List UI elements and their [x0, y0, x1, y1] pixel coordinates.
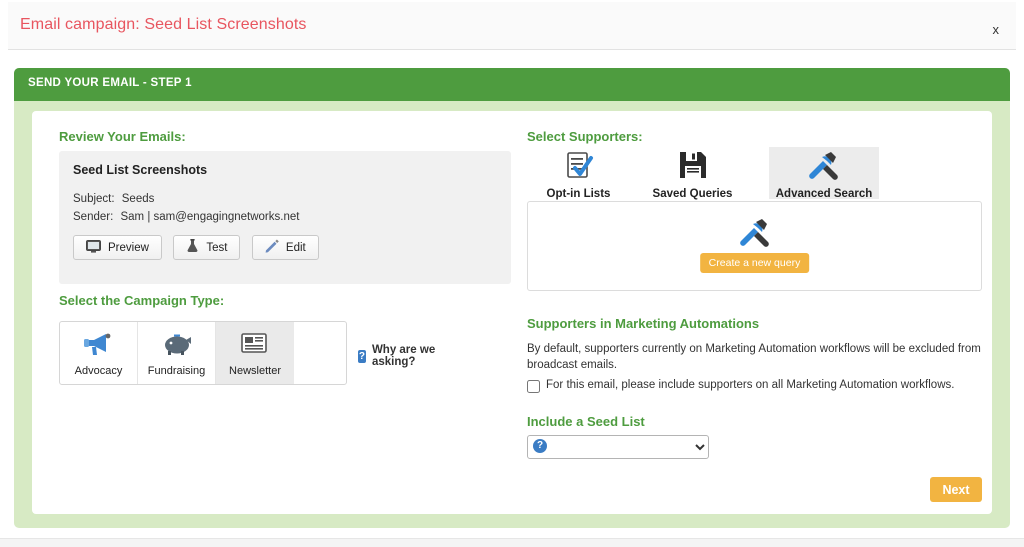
supporter-tabs — [527, 147, 982, 199]
campaign-type-group — [59, 334, 439, 392]
campaign-type-newsletter[interactable] — [216, 322, 294, 384]
email-sender-row — [73, 211, 299, 223]
help-icon: ? — [533, 439, 547, 453]
help-icon: ? — [358, 350, 366, 362]
campaign-type-heading: Select the Campaign Type: — [59, 293, 225, 308]
campaign-type-tiles — [59, 321, 347, 385]
email-name: Seed List Screenshots — [73, 163, 208, 177]
select-supporters-heading: Select Supporters: — [527, 129, 643, 144]
email-summary-card — [59, 151, 511, 284]
edit-button[interactable] — [252, 235, 319, 260]
why-are-we-asking-link[interactable] — [358, 344, 439, 368]
page-title: Email campaign: Seed List Screenshots — [20, 16, 307, 33]
include-automations-label: For this email, please include supporters on all Marketing Automation workflows. — [546, 379, 955, 391]
email-actions — [73, 235, 326, 260]
campaign-type-advocacy[interactable] — [60, 322, 138, 384]
save-disk-icon — [677, 149, 709, 186]
step-content — [32, 111, 992, 514]
campaign-type-fundraising-label: Fundraising — [147, 365, 206, 377]
preview-button-label: Preview — [108, 241, 149, 254]
edit-button-label: Edit — [285, 241, 306, 254]
tab-advanced-search[interactable] — [769, 147, 879, 199]
newspaper-icon — [238, 328, 272, 363]
include-automations-checkbox[interactable] — [527, 380, 540, 393]
email-sender-label: Sender: — [73, 211, 114, 223]
review-emails-heading: Review Your Emails: — [59, 129, 186, 144]
tools-icon — [737, 216, 773, 253]
tab-advanced-search-label: Advanced Search — [775, 188, 873, 200]
tab-opt-in-lists[interactable] — [527, 147, 630, 199]
modal-header — [8, 2, 1016, 50]
email-subject-row — [73, 193, 154, 205]
query-panel — [527, 201, 982, 291]
email-subject-value: Seeds — [121, 193, 155, 205]
step-header — [14, 68, 1010, 101]
preview-button[interactable] — [73, 235, 162, 260]
test-button[interactable] — [173, 235, 240, 260]
flask-icon — [186, 239, 199, 256]
piggy-bank-icon — [160, 328, 194, 363]
seed-list-select[interactable] — [527, 435, 709, 459]
next-button[interactable]: Next — [930, 477, 982, 502]
step-label: SEND YOUR EMAIL - STEP 1 — [28, 77, 192, 89]
create-new-query-button[interactable]: Create a new query — [700, 253, 810, 273]
monitor-icon — [86, 240, 101, 256]
seed-list-heading: Include a Seed List — [527, 414, 645, 429]
tab-opt-in-lists-label: Opt-in Lists — [546, 188, 611, 200]
email-subject-label: Subject: — [73, 193, 115, 205]
megaphone-icon — [82, 328, 116, 363]
campaign-type-newsletter-label: Newsletter — [229, 365, 281, 377]
email-sender-value: Sam | sam@engagingnetworks.net — [120, 211, 300, 223]
close-icon[interactable]: x — [988, 20, 1005, 39]
marketing-automations-heading: Supporters in Marketing Automations — [527, 316, 760, 331]
tab-saved-queries-label: Saved Queries — [652, 188, 733, 200]
pencil-icon — [265, 239, 279, 256]
campaign-type-advocacy-label: Advocacy — [74, 365, 123, 377]
step-panel — [14, 68, 1010, 528]
marketing-automations-description: By default, supporters currently on Marketing Automation workflows will be excluded from broadcast emails. — [527, 343, 981, 371]
include-automations-row — [527, 379, 954, 393]
tools-icon — [806, 149, 842, 186]
checklist-icon — [562, 149, 596, 186]
tab-saved-queries[interactable] — [641, 147, 744, 199]
campaign-type-fundraising[interactable] — [138, 322, 216, 384]
test-button-label: Test — [206, 241, 228, 254]
why-are-we-asking-label: Why are we asking? — [371, 344, 436, 368]
